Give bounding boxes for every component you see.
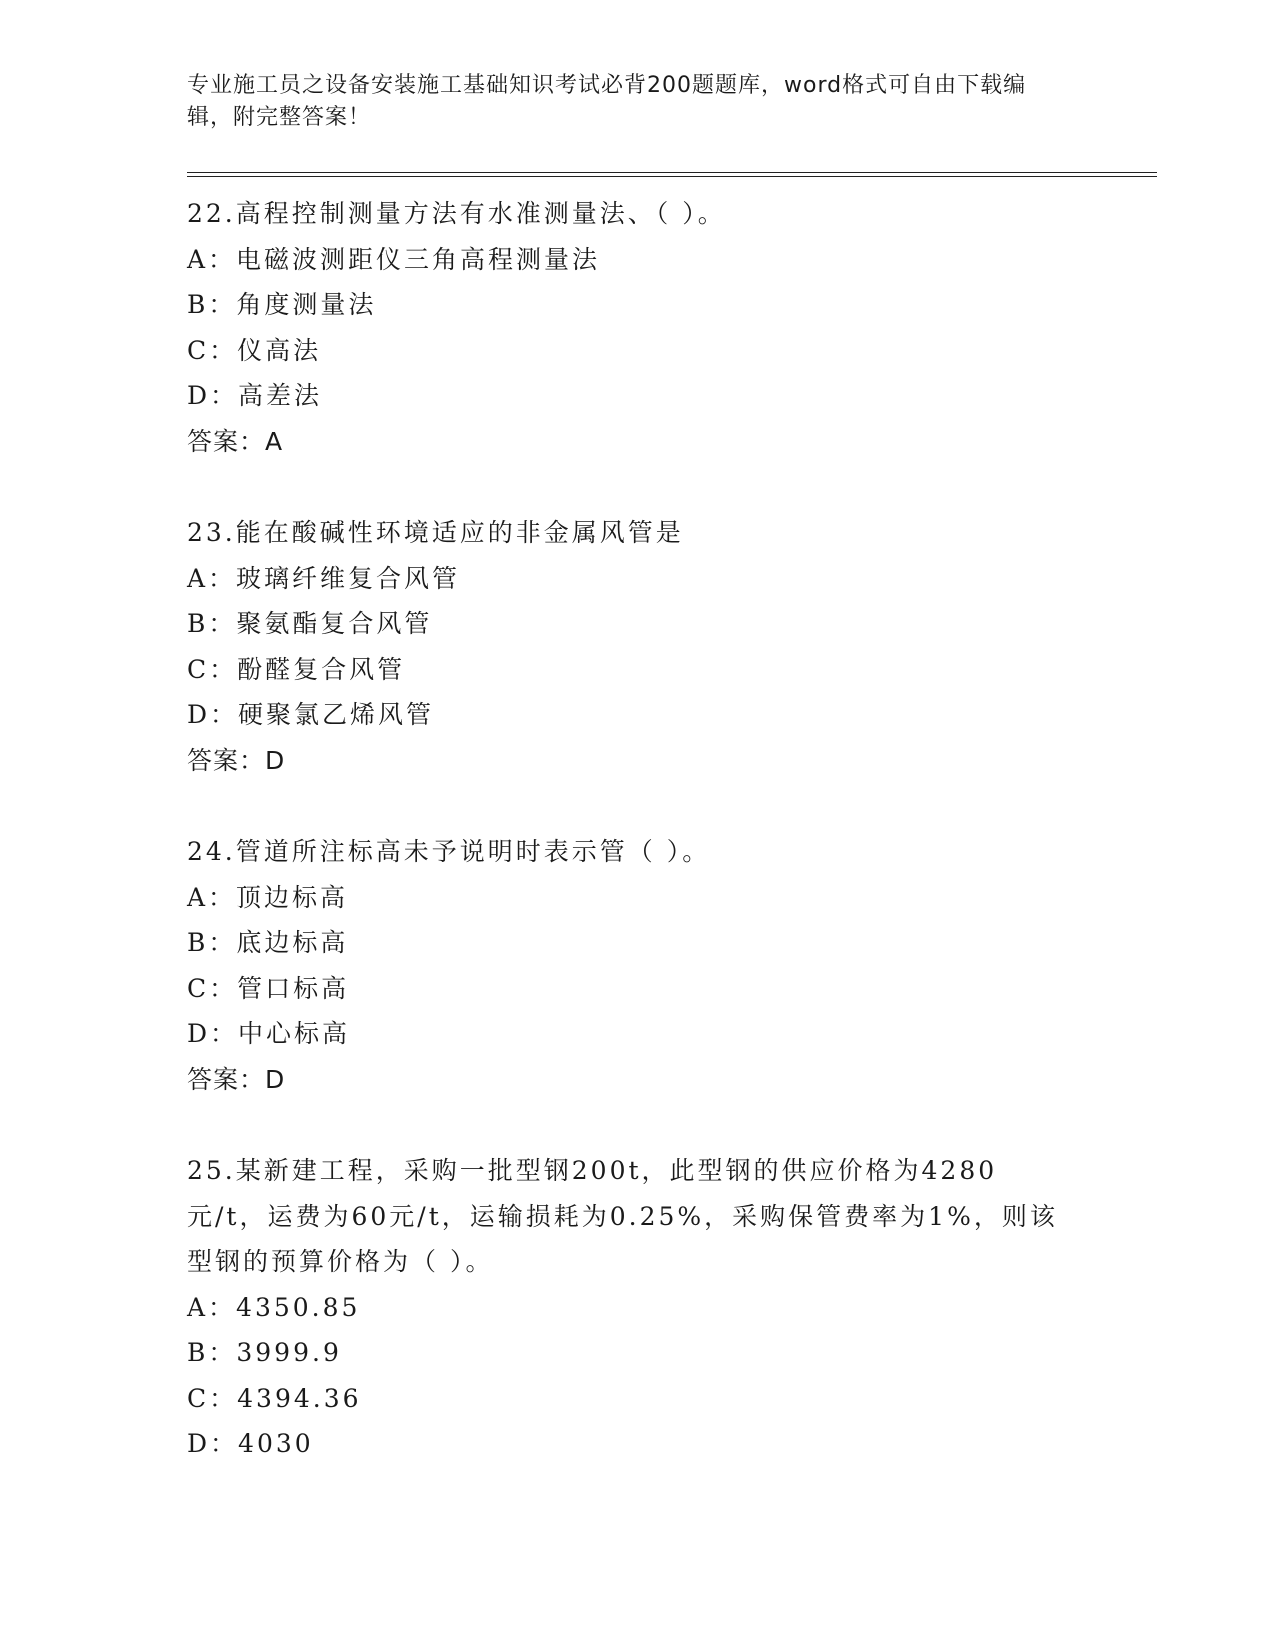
option-a: A：玻璃纤维复合风管 bbox=[187, 563, 461, 593]
option-a: A：顶边标高 bbox=[187, 882, 349, 912]
document-header: 专业施工员之设备安装施工基础知识考试必背200题题库，word格式可自由下载编辑，附完整答案！ bbox=[187, 73, 1027, 130]
option-a: A：电磁波测距仪三角高程测量法 bbox=[187, 244, 601, 274]
question-stem: 22.高程控制测量方法有水准测量法、（ ）。 bbox=[187, 199, 726, 228]
option-b: B：角度测量法 bbox=[187, 290, 377, 319]
option-c: C：仪高法 bbox=[187, 335, 322, 365]
option-c: C：酚醛复合风管 bbox=[187, 654, 406, 684]
header-divider bbox=[187, 172, 1157, 177]
question-23 bbox=[187, 510, 1157, 783]
answer-label: 答案：A bbox=[187, 426, 284, 456]
option-b: B：3999.9 bbox=[187, 1338, 342, 1367]
question-stem: 24.管道所注标高未予说明时表示管（ ）。 bbox=[187, 837, 711, 866]
answer-label: 答案：D bbox=[187, 1064, 286, 1094]
option-c: C：管口标高 bbox=[187, 973, 350, 1003]
question-stem: 23.能在酸碱性环境适应的非金属风管是 bbox=[187, 518, 684, 547]
question-22 bbox=[187, 191, 1157, 464]
option-d: D：中心标高 bbox=[187, 1019, 351, 1048]
option-d: D：高差法 bbox=[187, 381, 323, 410]
question-stem: 25.某新建工程，采购一批型钢200t，此型钢的供应价格为4280元/t，运费为60元/t，运输损耗为0.25%，采购保管费率为1%，则该型钢的预算价格为（ ）。 bbox=[187, 1156, 1058, 1276]
question-24 bbox=[187, 829, 1157, 1102]
answer-label: 答案：D bbox=[187, 745, 286, 775]
document-page bbox=[187, 70, 1157, 1467]
option-a: A：4350.85 bbox=[187, 1292, 361, 1322]
option-c: C：4394.36 bbox=[187, 1383, 362, 1413]
option-d: D：硬聚氯乙烯风管 bbox=[187, 700, 435, 729]
option-d: D：4030 bbox=[187, 1429, 314, 1458]
option-b: B：底边标高 bbox=[187, 928, 349, 957]
question-25 bbox=[187, 1148, 1157, 1467]
option-b: B：聚氨酯复合风管 bbox=[187, 609, 433, 638]
